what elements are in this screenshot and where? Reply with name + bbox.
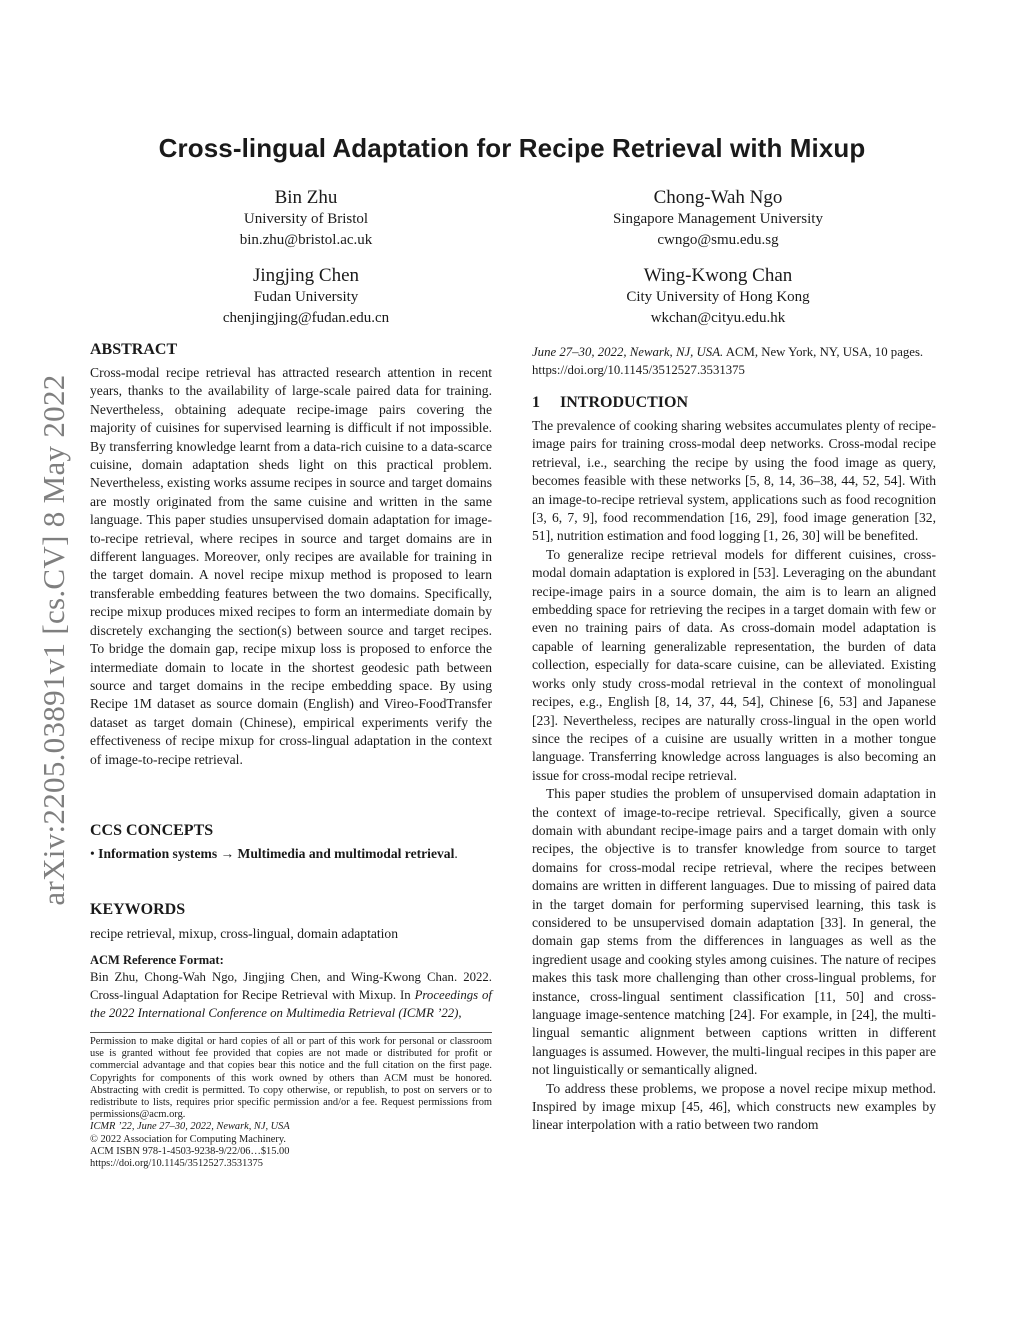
intro-paragraph-2: To generalize recipe retrieval models for different cuisines, cross-modal domain adaptation is explored in [53]. Leveraging on the abundant recipe-image pairs in a source domain, the aim is to learn an aligned embedding space for retrieving the recipes in a target domain with few or even no training pairs of data. As cross-domain model adaptation is capable of learning generalizable representation, the burden of data collection, especially for data-scare cuisine, can be alleviated. Existing works only study cross-modal retrieval in the context of monolingual recipes, e.g., English [8, 14, 37, 44, 54], Chinese [6, 53] and Japanese [23]. Nevertheless, recipes are naturally cross-lingual in the open world since the recipes of a cuisine are usually written in a mother tongue language. Transferring knowledge across languages is also becoming an issue for cross-modal recipe retrieval.	[532, 546, 936, 783]
abstract-heading: ABSTRACT	[90, 341, 178, 358]
ccs-end: .	[454, 846, 458, 861]
intro-paragraph-4: To address these problems, we propose a novel recipe mixup method. Inspired by image mixup [45, 46], which constructs new examples by linear interpolation with a ratio between two random	[532, 1080, 936, 1133]
author-affiliation: City University of Hong Kong	[626, 289, 810, 305]
author-block-2	[568, 187, 868, 251]
keywords-list: recipe retrieval, mixup, cross-lingual, domain adaptation	[90, 926, 399, 941]
acm-reference-publisher: ACM, New York, NY, USA, 10 pages. https://doi.org/10.1145/3512527.3531375	[532, 345, 924, 377]
author-name: Wing-Kwong Chan	[643, 265, 793, 286]
permission-notice: Permission to make digital or hard copies of all or part of this work for personal or classroom use is granted without fee provided that copies are not made or distributed for profit or commercial advantage and that copies bear this notice and the full citation on the first page. Copyrights for components of this work owned by others than ACM must be honored. Abstracting with credit is permitted. To copy otherwise, or republish, to post on servers or to redistribute to lists, requires prior specific permission and/or a fee. Request permissions from permissions@acm.org.	[90, 1036, 492, 1121]
introduction-body	[532, 417, 936, 1135]
intro-paragraph-1: The prevalence of cooking sharing websites accumulates plenty of recipe-image pairs for training cross-modal deep networks. Cross-modal recipe retrieval, i.e., searching the recipe by using the food image as query, becomes feasible with these networks [5, 8, 14, 36–38, 44, 52, 54]. With an image-to-recipe retrieval system, applications such as food recognition [3, 6, 7, 9], food recommendation [16, 29], food image generation [32, 51], nutrition estimation and food logging [1, 26, 30] will be benefited.	[532, 418, 936, 544]
abstract-paragraph: Cross-modal recipe retrieval has attracted research attention in recent years, thanks to the availability of large-scale paired data for training. Nevertheless, obtaining adequate recipe-image pairs covering the majority of cuisines for supervised learning is difficult if not impossible. By transferring knowledge learnt from a data-rich cuisine to a data-scarce cuisine, domain adaptation sheds light on this practical problem. Nevertheless, existing works assume recipes in source and target domains are mostly originated from the same cuisine and written in the same language. This paper studies unsupervised domain adaptation for image-to-recipe retrieval, where recipes in source and target domains are in different languages. Moreover, only recipes are available for training in the target domain. A novel recipe mixup method is proposed to learn transferable embedding features between the two domains. Specifically, recipe mixup produces mixed recipes to form an intermediate domain by discretely exchanging the section(s) between source and target recipes. To bridge the domain gap, recipe mixup loss is proposed to enforce the intermediate domain to locate in the shortest geodesic path between source and target domains in the recipe embedding space. By using Recipe 1M dataset as source domain (English) and Vireo-FoodTransfer dataset as target domain (Chinese), empirical experiments verify the effectiveness of recipe mixup for cross-lingual adaptation in the context of image-to-recipe retrieval.	[90, 365, 492, 767]
doi-line: https://doi.org/10.1145/3512527.3531375	[90, 1158, 263, 1170]
author-email: cwngo@smu.edu.sg	[657, 232, 779, 248]
acm-reference-heading: ACM Reference Format:	[90, 953, 224, 967]
acm-reference-body	[90, 968, 492, 1022]
acm-reference-continued	[532, 343, 936, 379]
isbn-line: ACM ISBN 978-1-4503-9238-9/22/06…$15.00	[90, 1145, 290, 1157]
author-block-1	[156, 187, 456, 251]
permission-footnote	[90, 1036, 492, 1170]
conference-line: ICMR ’22, June 27–30, 2022, Newark, NJ, USA	[90, 1121, 290, 1133]
author-email: wkchan@cityu.edu.hk	[650, 310, 786, 326]
acm-reference-plain: Bin Zhu, Chong-Wah Ngo, Jingjing Chen, and Wing-Kwong Chan. 2022. Cross-lingual Adaptation for Recipe Retrieval with Mixup. In	[90, 970, 492, 1002]
author-block-4	[568, 265, 868, 329]
author-affiliation: Singapore Management University	[613, 211, 823, 227]
ccs-concept: Information systems → Multimedia and multimodal retrieval	[98, 846, 455, 861]
paper-title: Cross-lingual Adaptation for Recipe Retrieval with Mixup	[158, 133, 866, 163]
author-email: chenjingjing@fudan.edu.cn	[222, 310, 390, 326]
author-name: Chong-Wah Ngo	[653, 187, 783, 208]
footnote-divider	[90, 1032, 492, 1033]
keywords-heading: KEYWORDS	[90, 901, 186, 918]
author-email: bin.zhu@bristol.ac.uk	[239, 232, 373, 248]
section-title: INTRODUCTION	[560, 394, 689, 411]
author-affiliation: University of Bristol	[243, 211, 369, 227]
intro-paragraph-3: This paper studies the problem of unsupervised domain adaptation in the context of image-to-recipe retrieval. Specifically, given a source domain with abundant recipe-image pairs and a target domain with only recipes, the objective is to transfer knowledge from source to target domains for cross-modal recipe retrieval, where the recipes between domains are written in different languages. Due to missing of paired data in the target domain for performing supervised learning, this task is considered to be unsupervised domain adaptation [33]. In general, the domain gap stems from the differences in languages as well as the ingredient usage and cooking styles among cuisines. The nature of recipes makes this task more challenging than other cross-lingual problems, for instance, cross-lingual sentiment classification [11, 50] and cross-language image-sentence matching [24]. For example, in [24], the multi-lingual semantic alignment between captions written in different languages is assumed. However, the multi-lingual recipes in this paper are not linguistically or semantically aligned.	[532, 786, 936, 1078]
section-number: 1	[532, 394, 540, 411]
author-name: Bin Zhu	[274, 187, 338, 208]
author-name: Jingjing Chen	[252, 265, 360, 286]
author-block-3	[156, 265, 456, 329]
copyright-line: © 2022 Association for Computing Machinery.	[90, 1133, 286, 1145]
ccs-concepts-body	[90, 845, 492, 863]
author-affiliation: Fudan University	[253, 289, 359, 305]
ccs-concepts-heading: CCS CONCEPTS	[90, 822, 214, 839]
arxiv-identifier: arXiv:2205.03891v1 [cs.CV] 8 May 2022	[36, 374, 71, 906]
ccs-bullet: •	[90, 846, 95, 861]
introduction-heading	[532, 393, 688, 413]
acm-reference-venue: Proceedings of the 2022 International Conference on Multimedia Retrieval (ICMR ’22),	[90, 988, 492, 1020]
abstract-body	[90, 364, 492, 769]
keywords-body	[90, 925, 492, 943]
acm-reference-date: June 27–30, 2022, Newark, NJ, USA.	[532, 345, 724, 359]
